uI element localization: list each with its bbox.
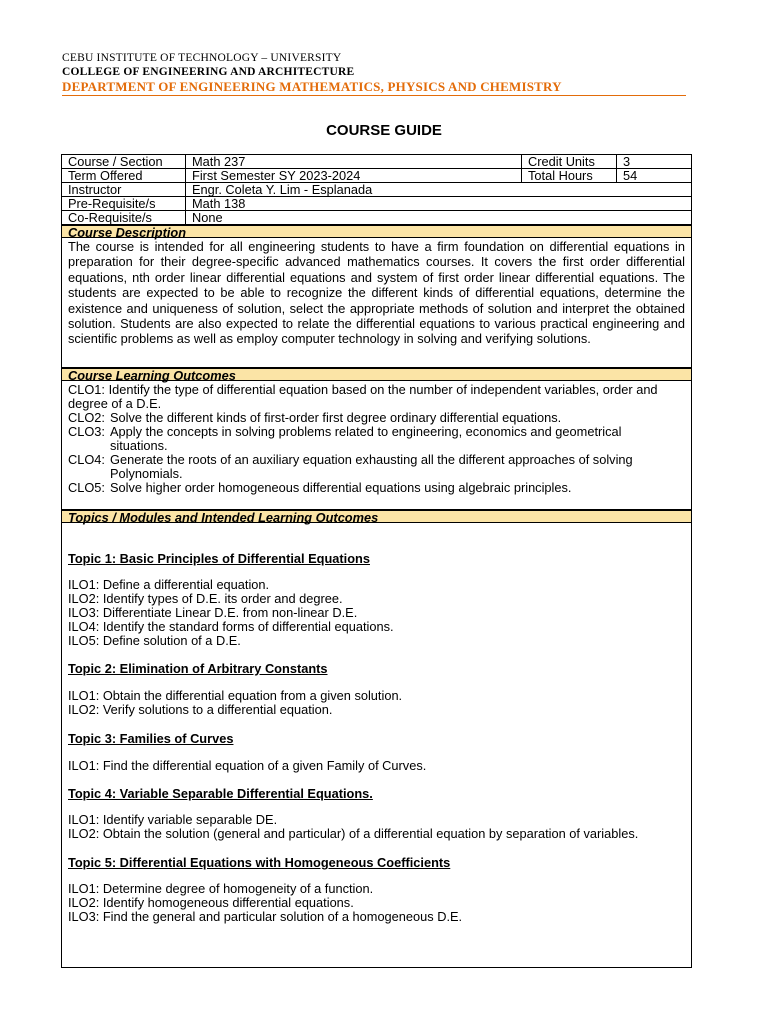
list-item: ILO5: Define solution of a D.E. <box>68 633 241 648</box>
list-item <box>68 383 685 411</box>
topic-1-title: Topic 1: Basic Principles of Differential Equations <box>68 551 370 566</box>
topic-3-title: Topic 3: Families of Curves <box>68 731 234 746</box>
college-name: COLLEGE OF ENGINEERING AND ARCHITECTURE <box>62 66 355 78</box>
clo-code: CLO4: <box>68 452 105 467</box>
course-description-heading: Course Description <box>61 225 692 238</box>
course-value: Math 237 <box>186 155 522 169</box>
list-item: ILO2: Obtain the solution (general and particular) of a differential equation by separation of variables. <box>68 826 639 841</box>
page-title: COURSE GUIDE <box>326 122 442 139</box>
table-row <box>62 169 692 183</box>
topic-2-ilos <box>68 689 688 717</box>
credit-units-value: 3 <box>617 155 692 169</box>
topic-4-title: Topic 4: Variable Separable Differential Equations. <box>68 786 373 801</box>
corequisite-value: None <box>186 211 692 225</box>
instructor-value: Engr. Coleta Y. Lim - Esplanada <box>186 183 692 197</box>
table-row <box>62 183 692 197</box>
course-info-table <box>61 154 692 225</box>
course-outcomes-list <box>68 383 685 495</box>
list-item: ILO4: Identify the standard forms of differential equations. <box>68 619 394 634</box>
header-divider <box>62 95 686 96</box>
list-item <box>68 411 685 425</box>
clo-text: Apply the concepts in solving problems related to engineering, economics and geometrical situations. <box>110 424 622 453</box>
topic-1-ilos <box>68 578 688 648</box>
term-label: Term Offered <box>62 169 186 183</box>
prerequisite-value: Math 138 <box>186 197 692 211</box>
clo-code: CLO3: <box>68 424 105 439</box>
course-description-text: The course is intended for all engineering students to have a firm foundation on differential equations in preparation for their degree-specific advanced mathematics courses. It covers the first order differential equations, nth order linear differential equations and system of first order linear differential equations. The students are expected to be able to recognize the different kinds of differential equations, determine the existence and uniqueness of solution, select the appropriate methods of solution and interpret the obtained solution. Students are also expected to relate the differential equations to various practical engineering and scientific problems as well as employ computer technology in solving and verifying solutions. <box>68 239 685 347</box>
list-item <box>68 453 685 481</box>
clo-code: CLO5: <box>68 480 105 495</box>
table-row <box>62 197 692 211</box>
table-row <box>62 211 692 225</box>
list-item: ILO1: Find the differential equation of a given Family of Curves. <box>68 758 427 773</box>
list-item: ILO3: Differentiate Linear D.E. from non-linear D.E. <box>68 605 358 620</box>
total-hours-label: Total Hours <box>522 169 617 183</box>
prerequisite-label: Pre-Requisite/s <box>62 197 186 211</box>
list-item: ILO2: Verify solutions to a differential equation. <box>68 702 333 717</box>
clo-code: CLO2: <box>68 410 105 425</box>
topic-4-ilos <box>68 813 688 841</box>
clo-text: Solve higher order homogeneous differential equations using algebraic principles. <box>110 480 572 495</box>
table-row <box>62 155 692 169</box>
instructor-label: Instructor <box>62 183 186 197</box>
corequisite-label: Co-Requisite/s <box>62 211 186 225</box>
list-item: ILO2: Identify homogeneous differential equations. <box>68 895 354 910</box>
list-item: ILO1: Obtain the differential equation from a given solution. <box>68 688 403 703</box>
topic-2-title: Topic 2: Elimination of Arbitrary Constants <box>68 661 328 676</box>
total-hours-value: 54 <box>617 169 692 183</box>
topic-3-ilos <box>68 759 688 773</box>
topics-heading: Topics / Modules and Intended Learning Outcomes <box>61 510 692 523</box>
department-name: DEPARTMENT OF ENGINEERING MATHEMATICS, PHYSICS AND CHEMISTRY <box>62 79 562 94</box>
list-item <box>68 481 685 495</box>
list-item: ILO1: Identify variable separable DE. <box>68 812 278 827</box>
credit-units-label: Credit Units <box>522 155 617 169</box>
topic-5-ilos <box>68 882 688 924</box>
course-label: Course / Section <box>62 155 186 169</box>
course-outcomes-heading: Course Learning Outcomes <box>61 368 692 381</box>
topic-5-title: Topic 5: Differential Equations with Homogeneous Coefficients <box>68 855 451 870</box>
clo-text: Generate the roots of an auxiliary equation exhausting all the different approaches of solving Polynomials. <box>110 452 633 481</box>
clo-text-1: CLO1: Identify the type of differential equation based on the number of independent variables, order and degree of a D.E. <box>68 382 658 411</box>
list-item: ILO2: Identify types of D.E. its order and degree. <box>68 591 343 606</box>
list-item: ILO3: Find the general and particular solution of a homogeneous D.E. <box>68 909 463 924</box>
list-item: ILO1: Determine degree of homogeneity of a function. <box>68 881 374 896</box>
university-name: CEBU INSTITUTE OF TECHNOLOGY – UNIVERSITY <box>62 52 342 64</box>
list-item: ILO1: Define a differential equation. <box>68 577 270 592</box>
list-item <box>68 425 685 453</box>
term-value: First Semester SY 2023-2024 <box>186 169 522 183</box>
clo-text: Solve the different kinds of first-order first degree ordinary differential equations. <box>110 410 562 425</box>
